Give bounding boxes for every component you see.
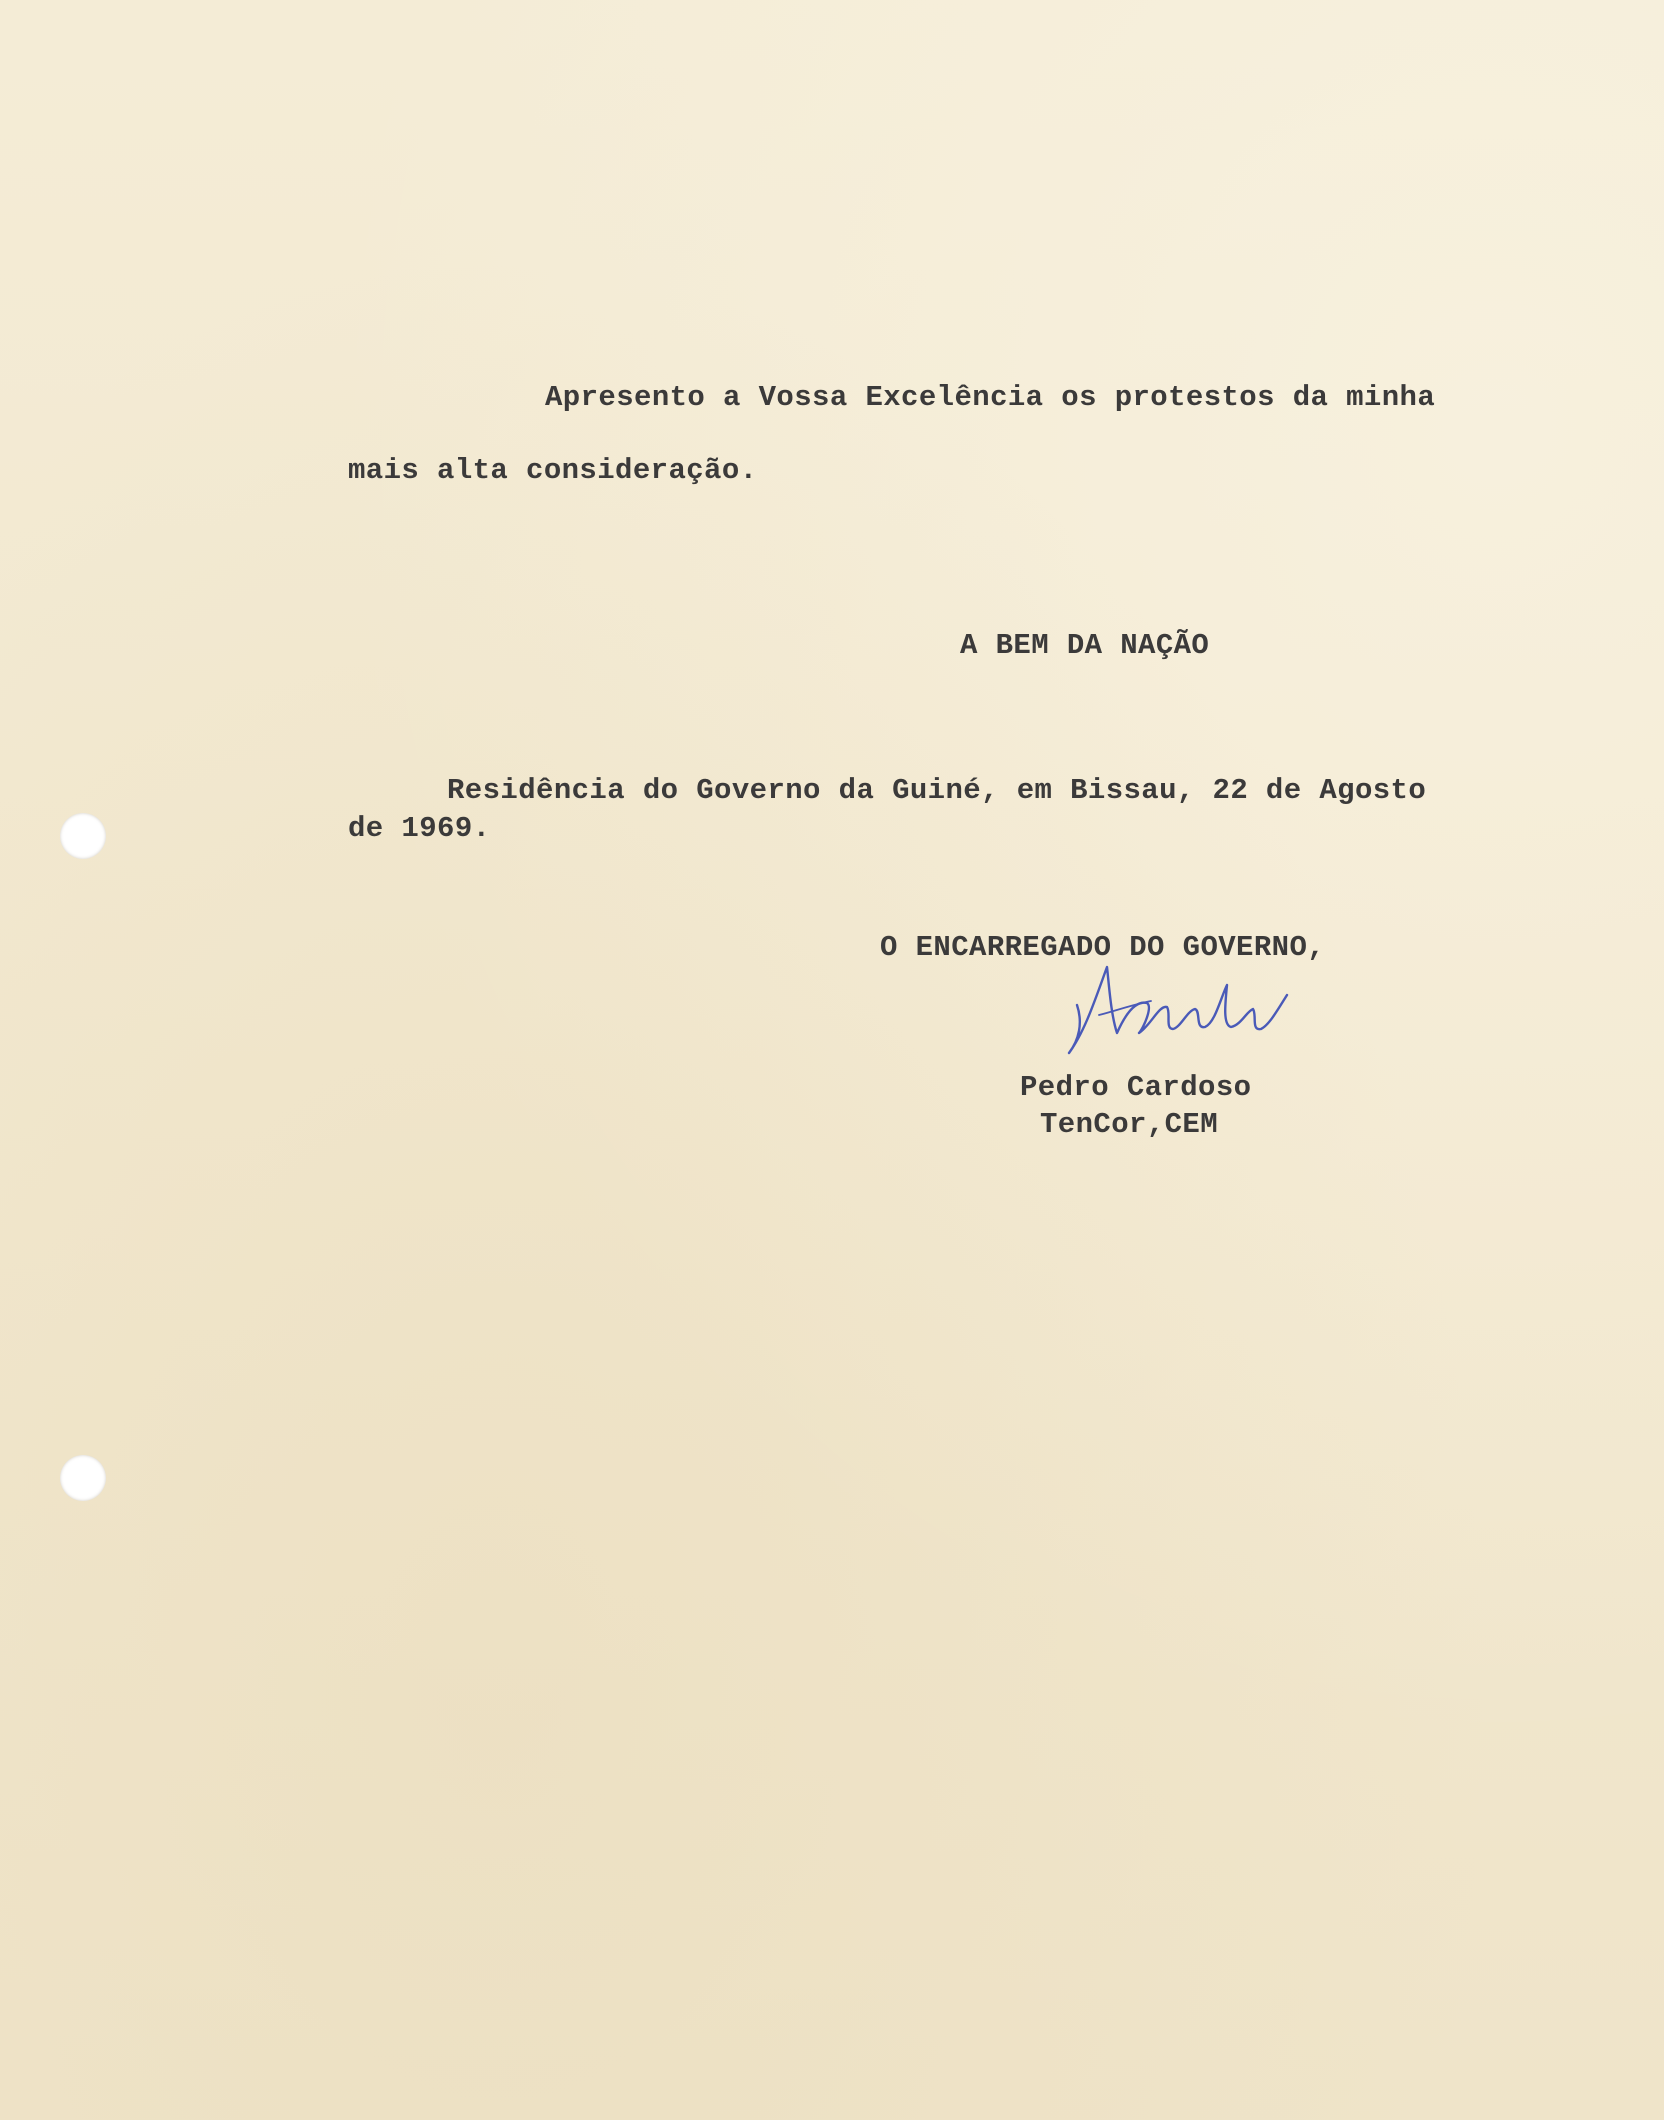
handwritten-signature (1055, 945, 1295, 1065)
place-date-line-2: de 1969. (348, 812, 491, 845)
closing-line-1: Apresento a Vossa Excelência os protestos da minha (545, 381, 1436, 414)
signatory-rank: TenCor,CEM (1040, 1108, 1219, 1141)
punch-hole-lower (60, 1455, 106, 1501)
place-date-line-1: Residência do Governo da Guiné, em Bissau, 22 de Agosto (447, 774, 1427, 807)
punch-hole-upper (60, 813, 106, 859)
closing-line-2: mais alta consideração. (348, 454, 758, 487)
motto: A BEM DA NAÇÃO (960, 629, 1210, 662)
signatory-name: Pedro Cardoso (1020, 1071, 1252, 1104)
signatory-title: O ENCARREGADO DO GOVERNO, (880, 931, 1326, 964)
